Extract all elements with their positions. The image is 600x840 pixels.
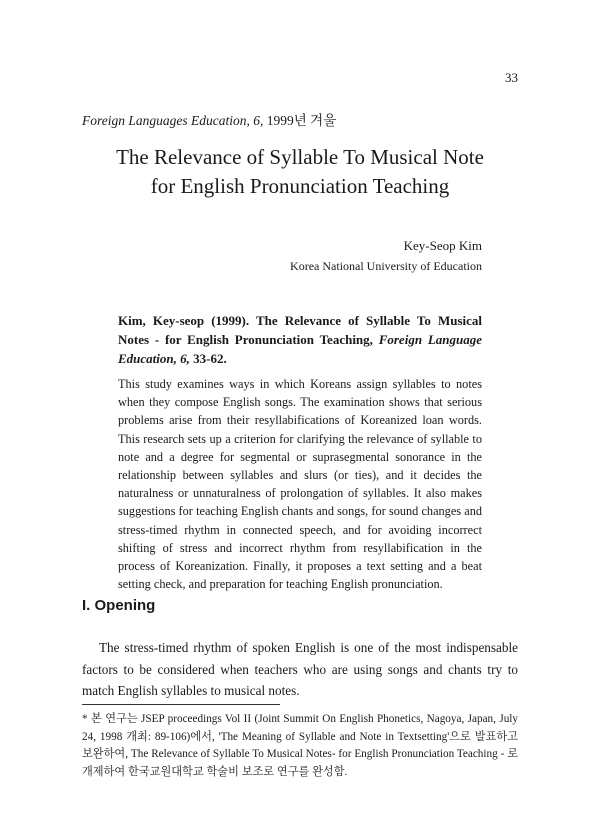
citation-pages: 33-62. [193, 351, 227, 366]
journal-name: Foreign Languages Education, [82, 113, 250, 128]
author-name: Key-Seop Kim [403, 238, 482, 253]
citation-journal: Foreign Language Education, 6, [118, 332, 483, 366]
title-line-2: for English Pronunciation Teaching [150, 174, 450, 198]
page-number: 33 [505, 70, 518, 85]
abstract: This study examines ways in which Koreans assign syllables to notes when they compose English songs. The examination shows that serious problems arise from their resyllabifications of Koreanized loan words. This research sets up a criterion for clarifying the relevance of syllable to note and a degree for segmental or suprasegmental sonorance in the relationship between syllables and slurs (or ties), and it decides the naturalness or unnaturalness of prolongation of syllables. It also makes suggestions for teaching English chants and songs, for sound changes and stress-timed rhythm in connected speech, and for avoiding incorrect shifting of stress and incorrect rhythm from resyllabification in the process of Koreanization. Finally, it proposes a text setting and a beat setting check, and preparation for teaching English pronunciation. [118, 377, 482, 592]
journal-header [82, 109, 336, 129]
journal-volume: 6, [253, 113, 264, 128]
title-line-1: The Relevance of Syllable To Musical Note [116, 145, 484, 169]
footnote-divider [82, 704, 280, 705]
journal-date: 1999년 겨울 [266, 113, 337, 128]
paper-title [0, 143, 600, 201]
citation [118, 311, 482, 368]
footnote: * 본 연구는 JSEP proceedings Vol II (Joint Summit On English Phonetics, Nagoya, Japan, July 24, 1998 개최: 89-106)에서, 'The Meaning of Syllable and Note in Textsetting'으로 발표하고 보완하여, The Relevance of Syllable To Musical Notes- for English Pronunciation Teaching - 로 개제하여 한국교원대학교 학술비 보조로 연구를 완성함. [82, 713, 518, 778]
author-affiliation: Korea National University of Education [290, 259, 482, 273]
section-body: The stress-timed rhythm of spoken English is one of the most indispensable factors to be considered when teachers who are using songs and chants try to match English syllables to musical notes. [82, 640, 518, 698]
citation-text: Kim, Key-seop (1999). The Relevance of Syllable To Musical Notes - for English Pronunciation Teaching, [118, 313, 482, 347]
section-heading: I. Opening [82, 597, 156, 614]
